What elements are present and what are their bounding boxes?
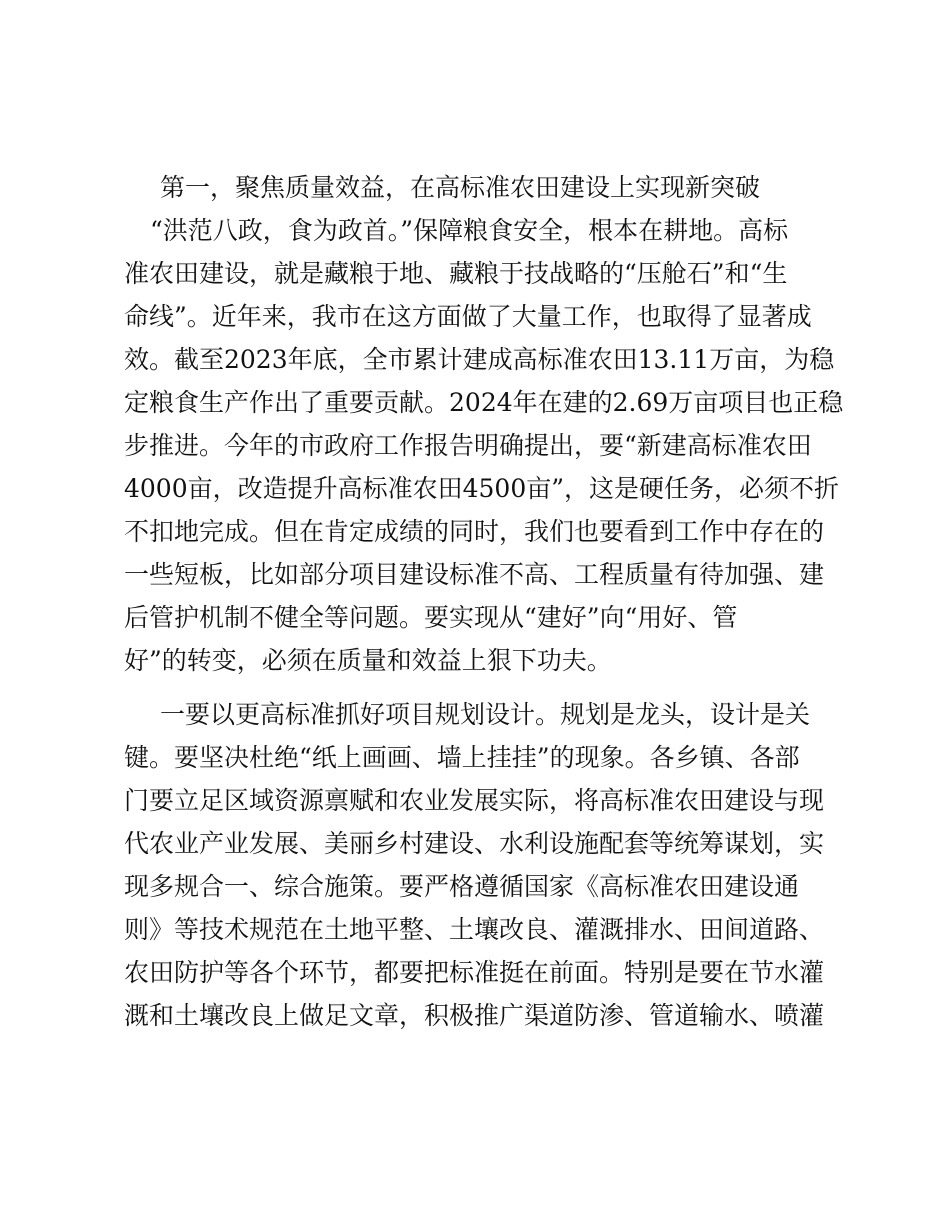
paragraph-1-line-11: 好”的转变，必须在质量和效益上狠下功夫。 [124,646,612,675]
section-heading: 第一，聚焦质量效益，在高标准农田建设上实现新突破 [160,173,761,202]
paragraph-1-line-6: 步推进。今年的市政府工作报告明确提出，要“新建高标准农田 [124,431,812,460]
paragraph-1-line-8: 不扣地完成。但在肯定成绩的同时，我们也要看到工作中存在的 [124,517,825,546]
paragraph-2-line-1: 一要以更高标准抓好项目规划设计。规划是龙头，设计是关 [160,700,811,729]
paragraph-2-line-7: 农田防护等各个环节，都要把标准挺在前面。特别是要在节水灌 [124,958,825,987]
paragraph-2-line-3: 门要立足区域资源禀赋和农业发展实际，将高标准农田建设与现 [124,786,825,815]
paragraph-1-line-7: 4000亩，改造提升高标准农田4500亩”，这是硬任务，必须不折 [124,474,840,503]
paragraph-1-line-3: 命线”。近年来，我市在这方面做了大量工作，也取得了显著成 [124,302,812,331]
paragraph-2-line-4: 代农业产业发展、美丽乡村建设、水利设施配套等统筹谋划，实 [124,829,825,858]
paragraph-2-line-2: 键。要坚决杜绝“纸上画画、墙上挂挂”的现象。各乡镇、各部 [124,743,800,772]
paragraph-2-line-8: 溉和土壤改良上做足文章，积极推广渠道防渗、管道输水、喷灌 [124,1001,825,1030]
paragraph-1-line-4: 效。截至2023年底，全市累计建成高标准农田13.11万亩，为稳 [124,345,835,374]
paragraph-2-line-5: 现多规合一、综合施策。要严格遵循国家《高标准农田建设通 [124,872,800,901]
paragraph-1-line-1: “洪范八政，食为政首。”保障粮食安全，根本在耕地。高标 [150,216,789,245]
paragraph-1-line-10: 后管护机制不健全等问题。要实现从“建好”向“用好、管 [124,603,738,632]
paragraph-1-line-9: 一些短板，比如部分项目建设标准不高、工程质量有待加强、建 [124,560,825,589]
paragraph-1-line-2: 准农田建设，就是藏粮于地、藏粮于技战略的“压舱石”和“生 [124,259,788,288]
paragraph-1-line-5: 定粮食生产作出了重要贡献。2024年在建的2.69万亩项目也正稳 [124,388,844,417]
paragraph-2-line-6: 则》等技术规范在土地平整、土壤改良、灌溉排水、田间道路、 [124,915,825,944]
